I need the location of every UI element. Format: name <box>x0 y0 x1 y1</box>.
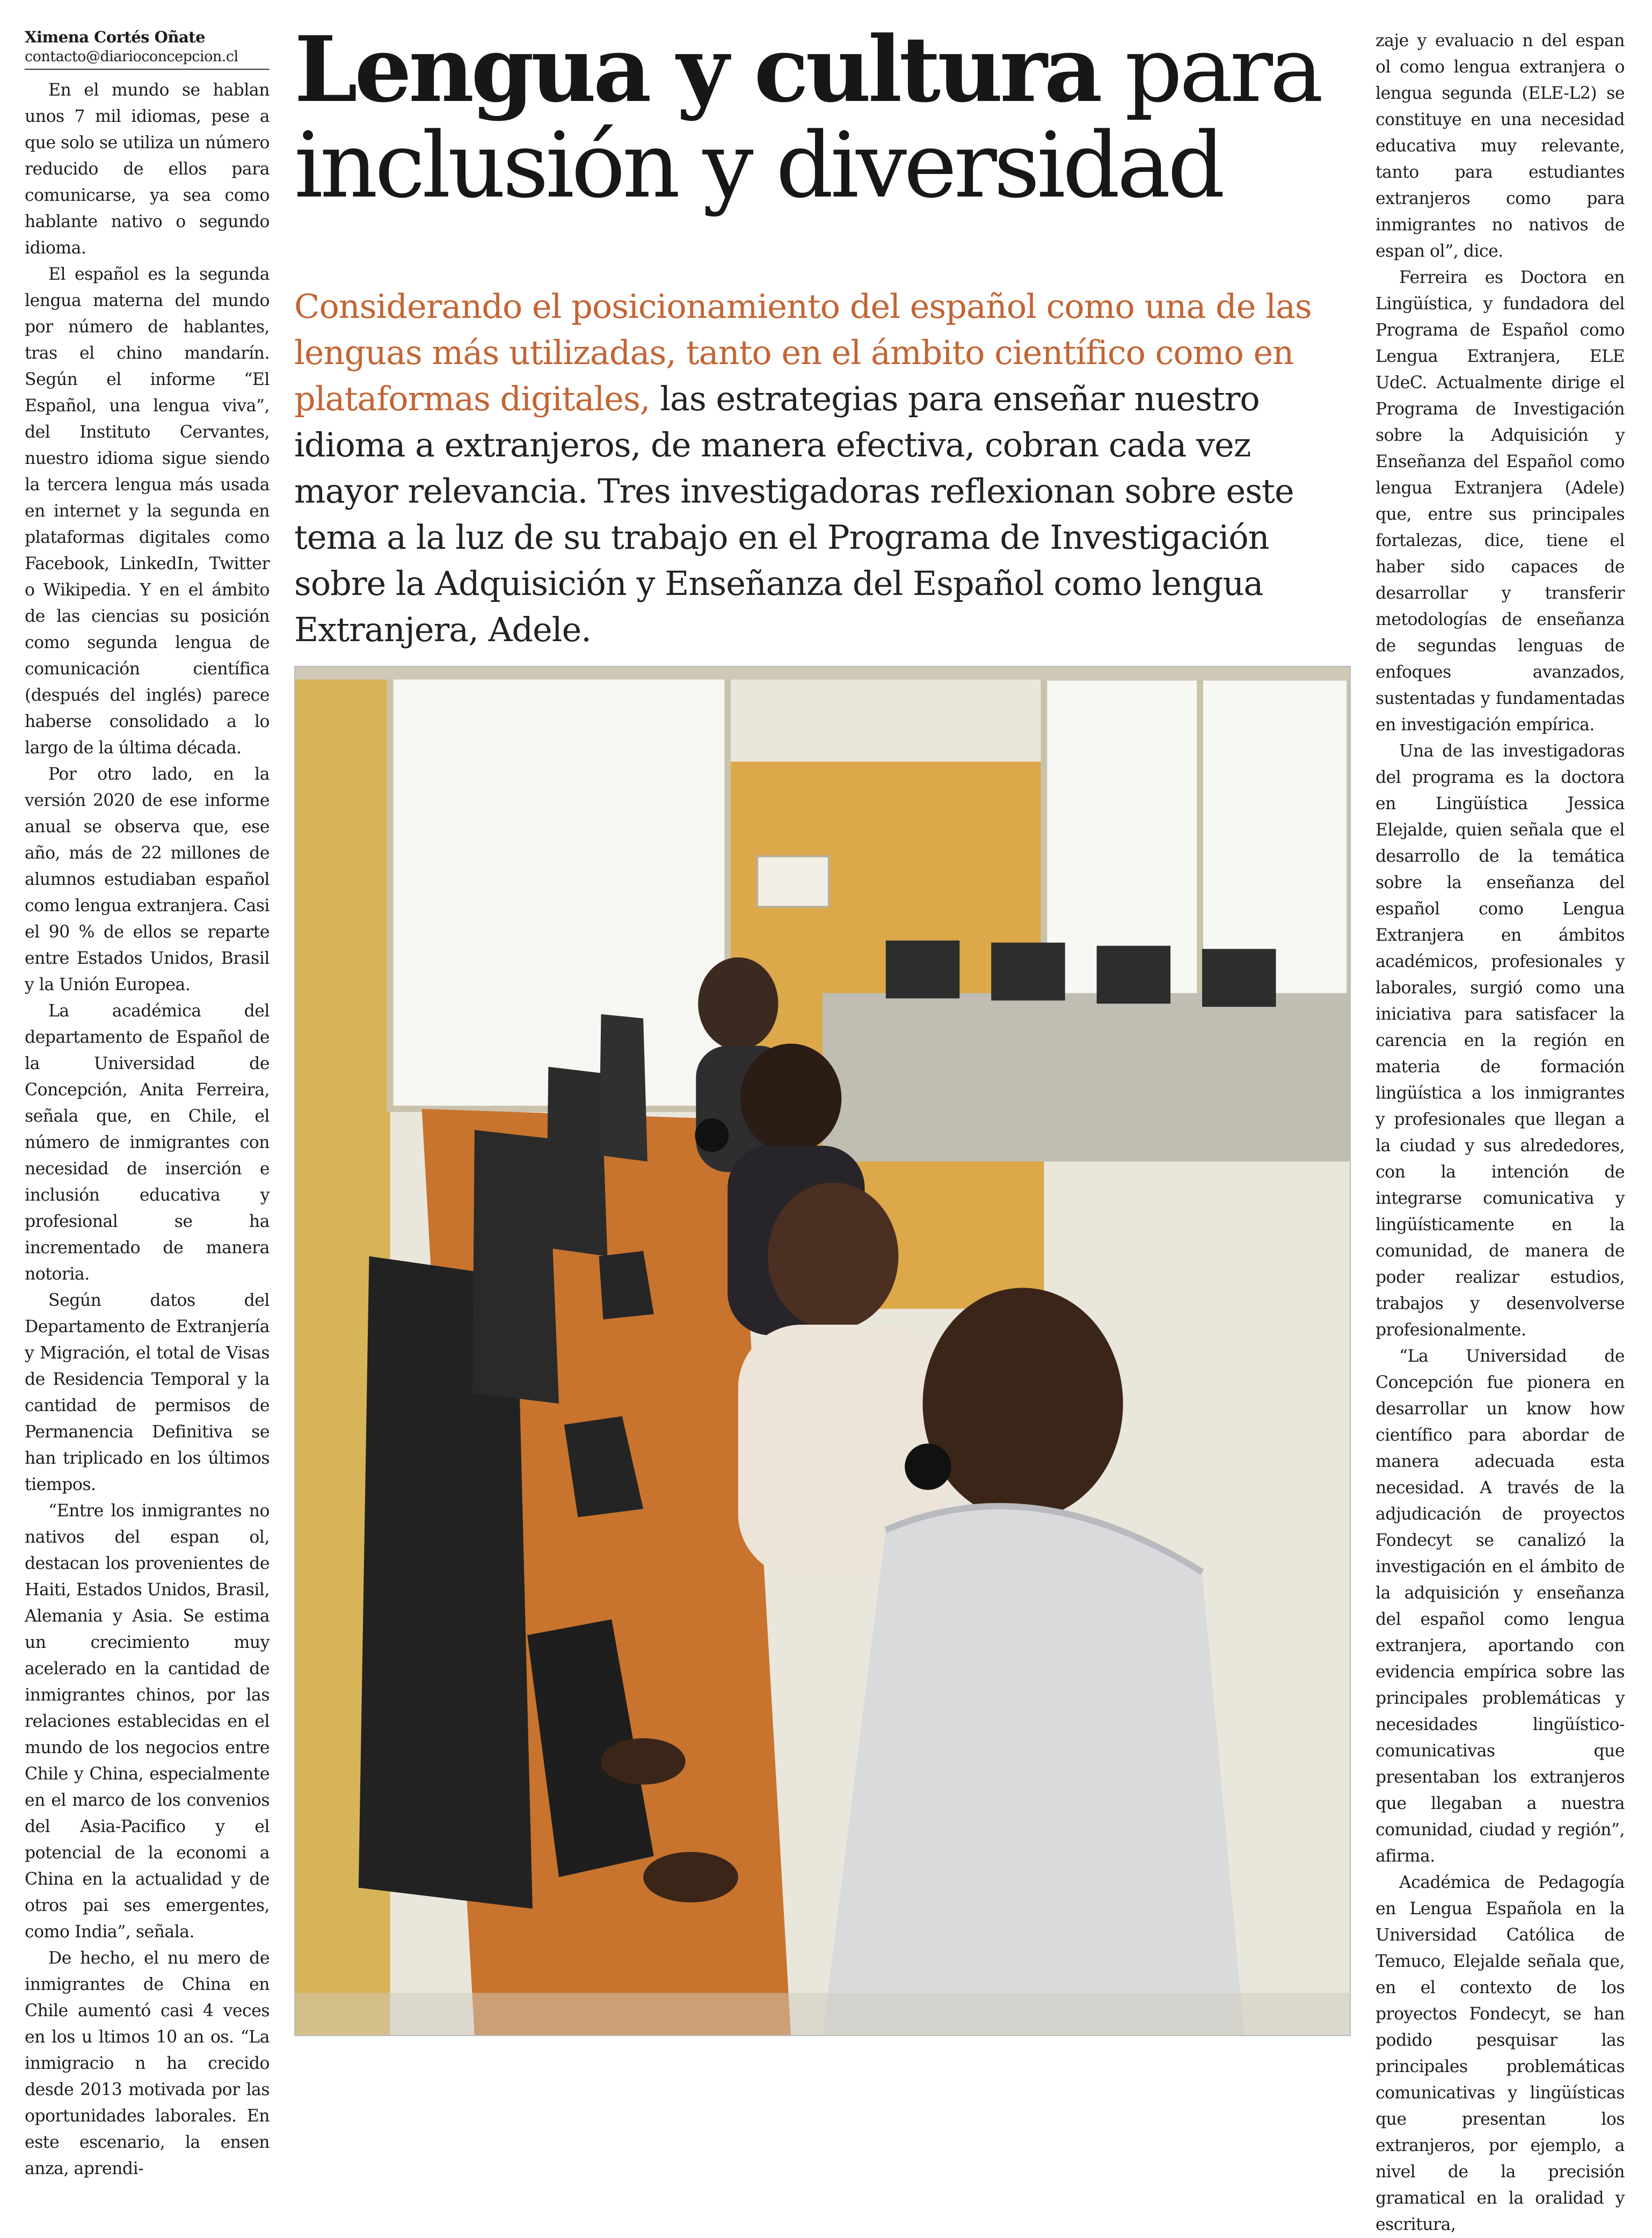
author-email[interactable]: contacto@diarioconcepcion.cl <box>25 47 270 70</box>
lead-rest: las estrategias para enseñar nuestro idioma a extranjeros, de manera efectiva, cobran cada vez mayor relevancia. Tres investigadoras reflexionan sobre este tema a la luz de su trabajo en el Programa de Investigación sobre la Adquisición y Enseñanza del Español como lengua Extranjera, Adele. <box>294 379 1294 649</box>
paragraph: De hecho, el nu mero de inmigrantes de China en Chile aumentó casi 4 veces en los u ltimos 10 an os. “La inmigracio n ha crecido desde 2013 motivada por las oportunidades laborales. En este escenario, la ensen anza, aprendi- <box>25 1949 270 2178</box>
article-headline <box>294 16 1363 218</box>
headline-bold: Lengua y cultura <box>294 16 1100 122</box>
paragraph: Por otro lado, en la versión 2020 de ese informe anual se observa que, ese año, más de 22 millones de alumnos estudiaban español como lengua extranjera. Casi el 90 % de ellos se reparte entre Estados Unidos, Brasil y la Unión Europea. <box>25 765 270 994</box>
computer-lab-photo <box>295 667 1350 2035</box>
byline <box>25 27 270 70</box>
paragraph: Según datos del Departamento de Extranjería y Migración, el total de Visas de Residencia Temporal y la cantidad de permisos de Permanencia Definitiva se han triplicado en los últimos tiempos. <box>25 1291 270 1494</box>
article-lead <box>294 284 1357 653</box>
right-column <box>1376 28 1625 2238</box>
paragraph: Una de las investigadoras del programa es la doctora en Lingüística Jessica Elejalde, quien señala que el desarrollo de la temática sobre la enseñanza del español como Lengua Extranjera en ámbitos académicos, profesionales y laborales, surgió como una iniciativa para satisfacer la carencia en la región en materia de formación lingüística a los inmigrantes y profesionales que llegan a la ciudad y sus alrededores, con la intención de integrarse comunicativa y lingüísticamente en la comunidad, de manera de poder realizar estudios, trabajos y desenvolverse profesionalmente. <box>1376 742 1625 1340</box>
paragraph: El español es la segunda lengua materna del mundo por número de hablantes, tras el chino mandarín. Según el informe “El Español, una lengua viva”, del Instituto Cervantes, nuestro idioma sigue siendo la tercera lengua más usada en internet y la segunda en plataformas digitales como Facebook, LinkedIn, Twitter o Wikipedia. Y en el ámbito de las ciencias su posición como segunda lengua de comunicación científica (después del inglés) parece haberse consolidado a lo largo de la última década. <box>25 265 270 758</box>
paragraph: En el mundo se hablan unos 7 mil idiomas, pese a que solo se utiliza un número reducido de ellos para comunicarse, ya sea como hablante nativo o segundo idioma. <box>25 81 270 258</box>
paragraph: La académica del departamento de Español de la Universidad de Concepción, Anita Ferreira, señala que, en Chile, el número de inmigrantes con necesidad de inserción e inclusión educativa y profesional se ha incrementado de manera notoria. <box>25 1001 270 1284</box>
article-photo <box>294 666 1351 2036</box>
left-column <box>25 27 270 2182</box>
lead-accent: Considerando el posicionamiento del español como una de las lenguas más utilizadas, tanto en el ámbito científico como en plataformas digitales, <box>294 287 1312 418</box>
paragraph: Ferreira es Doctora en Lingüística, y fundadora del Programa de Español como Lengua Extranjera, ELE UdeC. Actualmente dirige el Programa de Investigación sobre la Adquisición y Enseñanza del Español como lengua Extranjera (Adele) que, entre sus principales fortalezas, dice, tiene el haber sido capaces de desarrollar y transferir metodologías de enseñanza de segundas lenguas de enfoques avanzados, sustentadas y fundamentadas en investigación empírica. <box>1376 268 1625 735</box>
paragraph: Académica de Pedagogía en Lengua Española en la Universidad Católica de Temuco, Elejalde señala que, en el contexto de los proyectos Fondecyt, se han podido pesquisar las principales problemáticas comunicativas y lingüísticas que presentan los extranjeros, por ejemplo, a nivel de la precisión gramatical en la oralidad y escritura, <box>1376 1873 1625 2234</box>
paragraph: “La Universidad de Concepción fue pionera en desarrollar un know how científico para abordar de manera adecuada esta necesidad. A través de la adjudicación de proyectos Fondecyt se canalizó la investigación en el ámbito de la adquisición y enseñanza del español como lengua extranjera, aportando con evidencia empírica sobre las principales problemáticas y necesidades lingüístico-comunicativas que presentaban los extranjeros que llegaban a nuestra comunidad, ciudad y región”, afirma. <box>1376 1347 1625 1866</box>
headline-regular: para inclusión y diversidad <box>294 17 1321 218</box>
author-name: Ximena Cortés Oñate <box>25 28 206 46</box>
paragraph: “Entre los inmigrantes no nativos del espan ol, destacan los provenientes de Haiti, Estados Unidos, Brasil, Alemania y Asia. Se estima un crecimiento muy acelerado en la cantidad de inmigrantes chinos, por las relaciones establecidas en el mundo de los negocios entre Chile y China, especialmente en el marco de los convenios del Asia-Pacifico y el potencial de la economi a China en la actualidad y de otros pai ses emergentes, como India”, señala. <box>25 1501 270 1942</box>
paragraph: zaje y evaluacio n del espan ol como lengua extranjera o lengua segunda (ELE-L2) se constituye en una necesidad educativa muy relevante, tanto para estudiantes extranjeros como para inmigrantes no nativos de espan ol”, dice. <box>1376 31 1625 261</box>
